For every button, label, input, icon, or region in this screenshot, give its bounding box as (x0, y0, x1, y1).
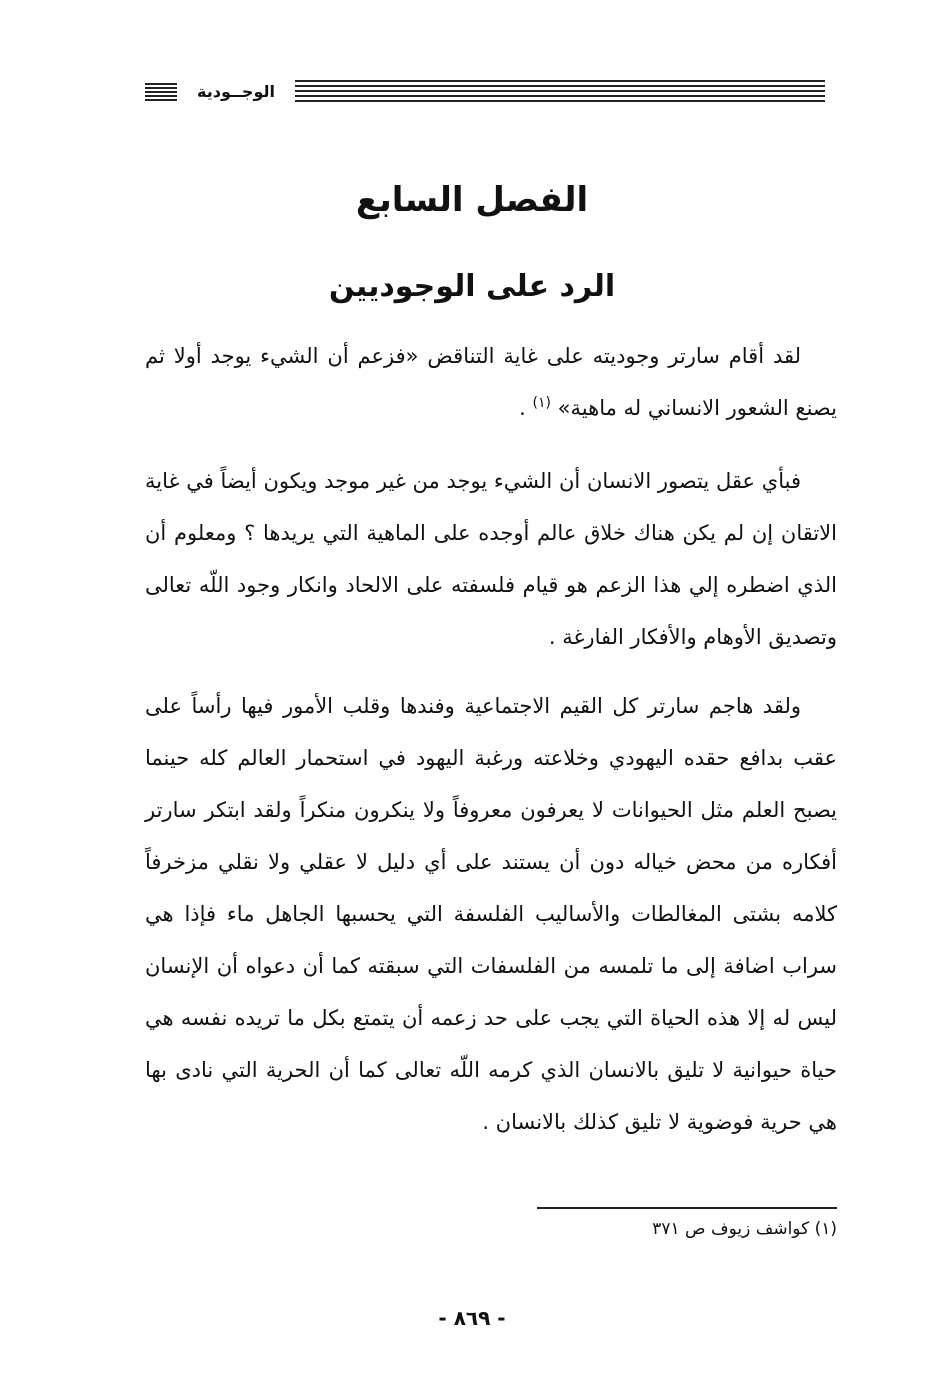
paragraph-3 (145, 680, 837, 1148)
paragraph-2 (145, 455, 837, 663)
running-title: الوجــودية (197, 82, 275, 101)
footnote: (١) كواشف زيوف ص ٣٧١ (652, 1219, 837, 1239)
running-header (145, 78, 825, 106)
paragraph-1-end: . (519, 396, 533, 420)
paragraph-3-text: ولقد هاجم سارتر كل القيم الاجتماعية وفندها وقلب الأمور فيها رأساً على عقب بدافع حقده اليهودي وخلاعته ورغبة اليهود في استحمار العالم كله حينما يصبح العلم مثل الحيوانات لا يعرفون معروفاً ولا ينكرون منكراً ولقد ابتكر سارتر أفكاره من محض خياله دون أن يستند على أي دليل لا عقلي ولا نقلي مزخرفاً كلامه بشتى المغالطات والأساليب الفلسفة التي يحسبها الجاهل ماء فإذا هي سراب اضافة إلى ما تلمسه من الفلسفات التي سبقته كما أن دعواه أن الإنسان ليس له إلا هذه الحياة التي يجب على حد زعمه أن يتمتع بكل ما تريده نفسه هي حياة حيوانية لا تليق بالانسان الذي كرمه اللّه تعالى كما أن الحرية التي نادى بها هي حرية فوضوية لا تليق كذلك بالانسان . (145, 694, 837, 1134)
section-title: الرد على الوجوديين (328, 269, 616, 304)
chapter-title: الفصل السابع (355, 180, 589, 220)
footnote-reference: (١) (532, 395, 551, 411)
footnote-separator (537, 1207, 837, 1209)
paragraph-2-text: فبأي عقل يتصور الانسان أن الشيء يوجد من غير موجد ويكون أيضاً في غاية الاتقان إن لم يكن هناك خلاق عالم أوجده على الماهية التي يريدها ؟ ومعلوم أن الذي اضطره إلي هذا الزعم هو قيام فلسفته على الالحاد وانكار وجود اللّه تعالى وتصديق الأوهام والأفكار الفارغة . (145, 469, 837, 649)
page-number: - ٨٦٩ - (438, 1306, 506, 1330)
paragraph-1-text: لقد أقام سارتر وجوديته على غاية التناقض «فزعم أن الشيء يوجد أولا ثم يصنع الشعور الانساني له ماهية» (145, 344, 837, 420)
header-rule-long (295, 80, 825, 102)
header-rule-short (145, 83, 177, 101)
paragraph-1 (145, 330, 837, 434)
